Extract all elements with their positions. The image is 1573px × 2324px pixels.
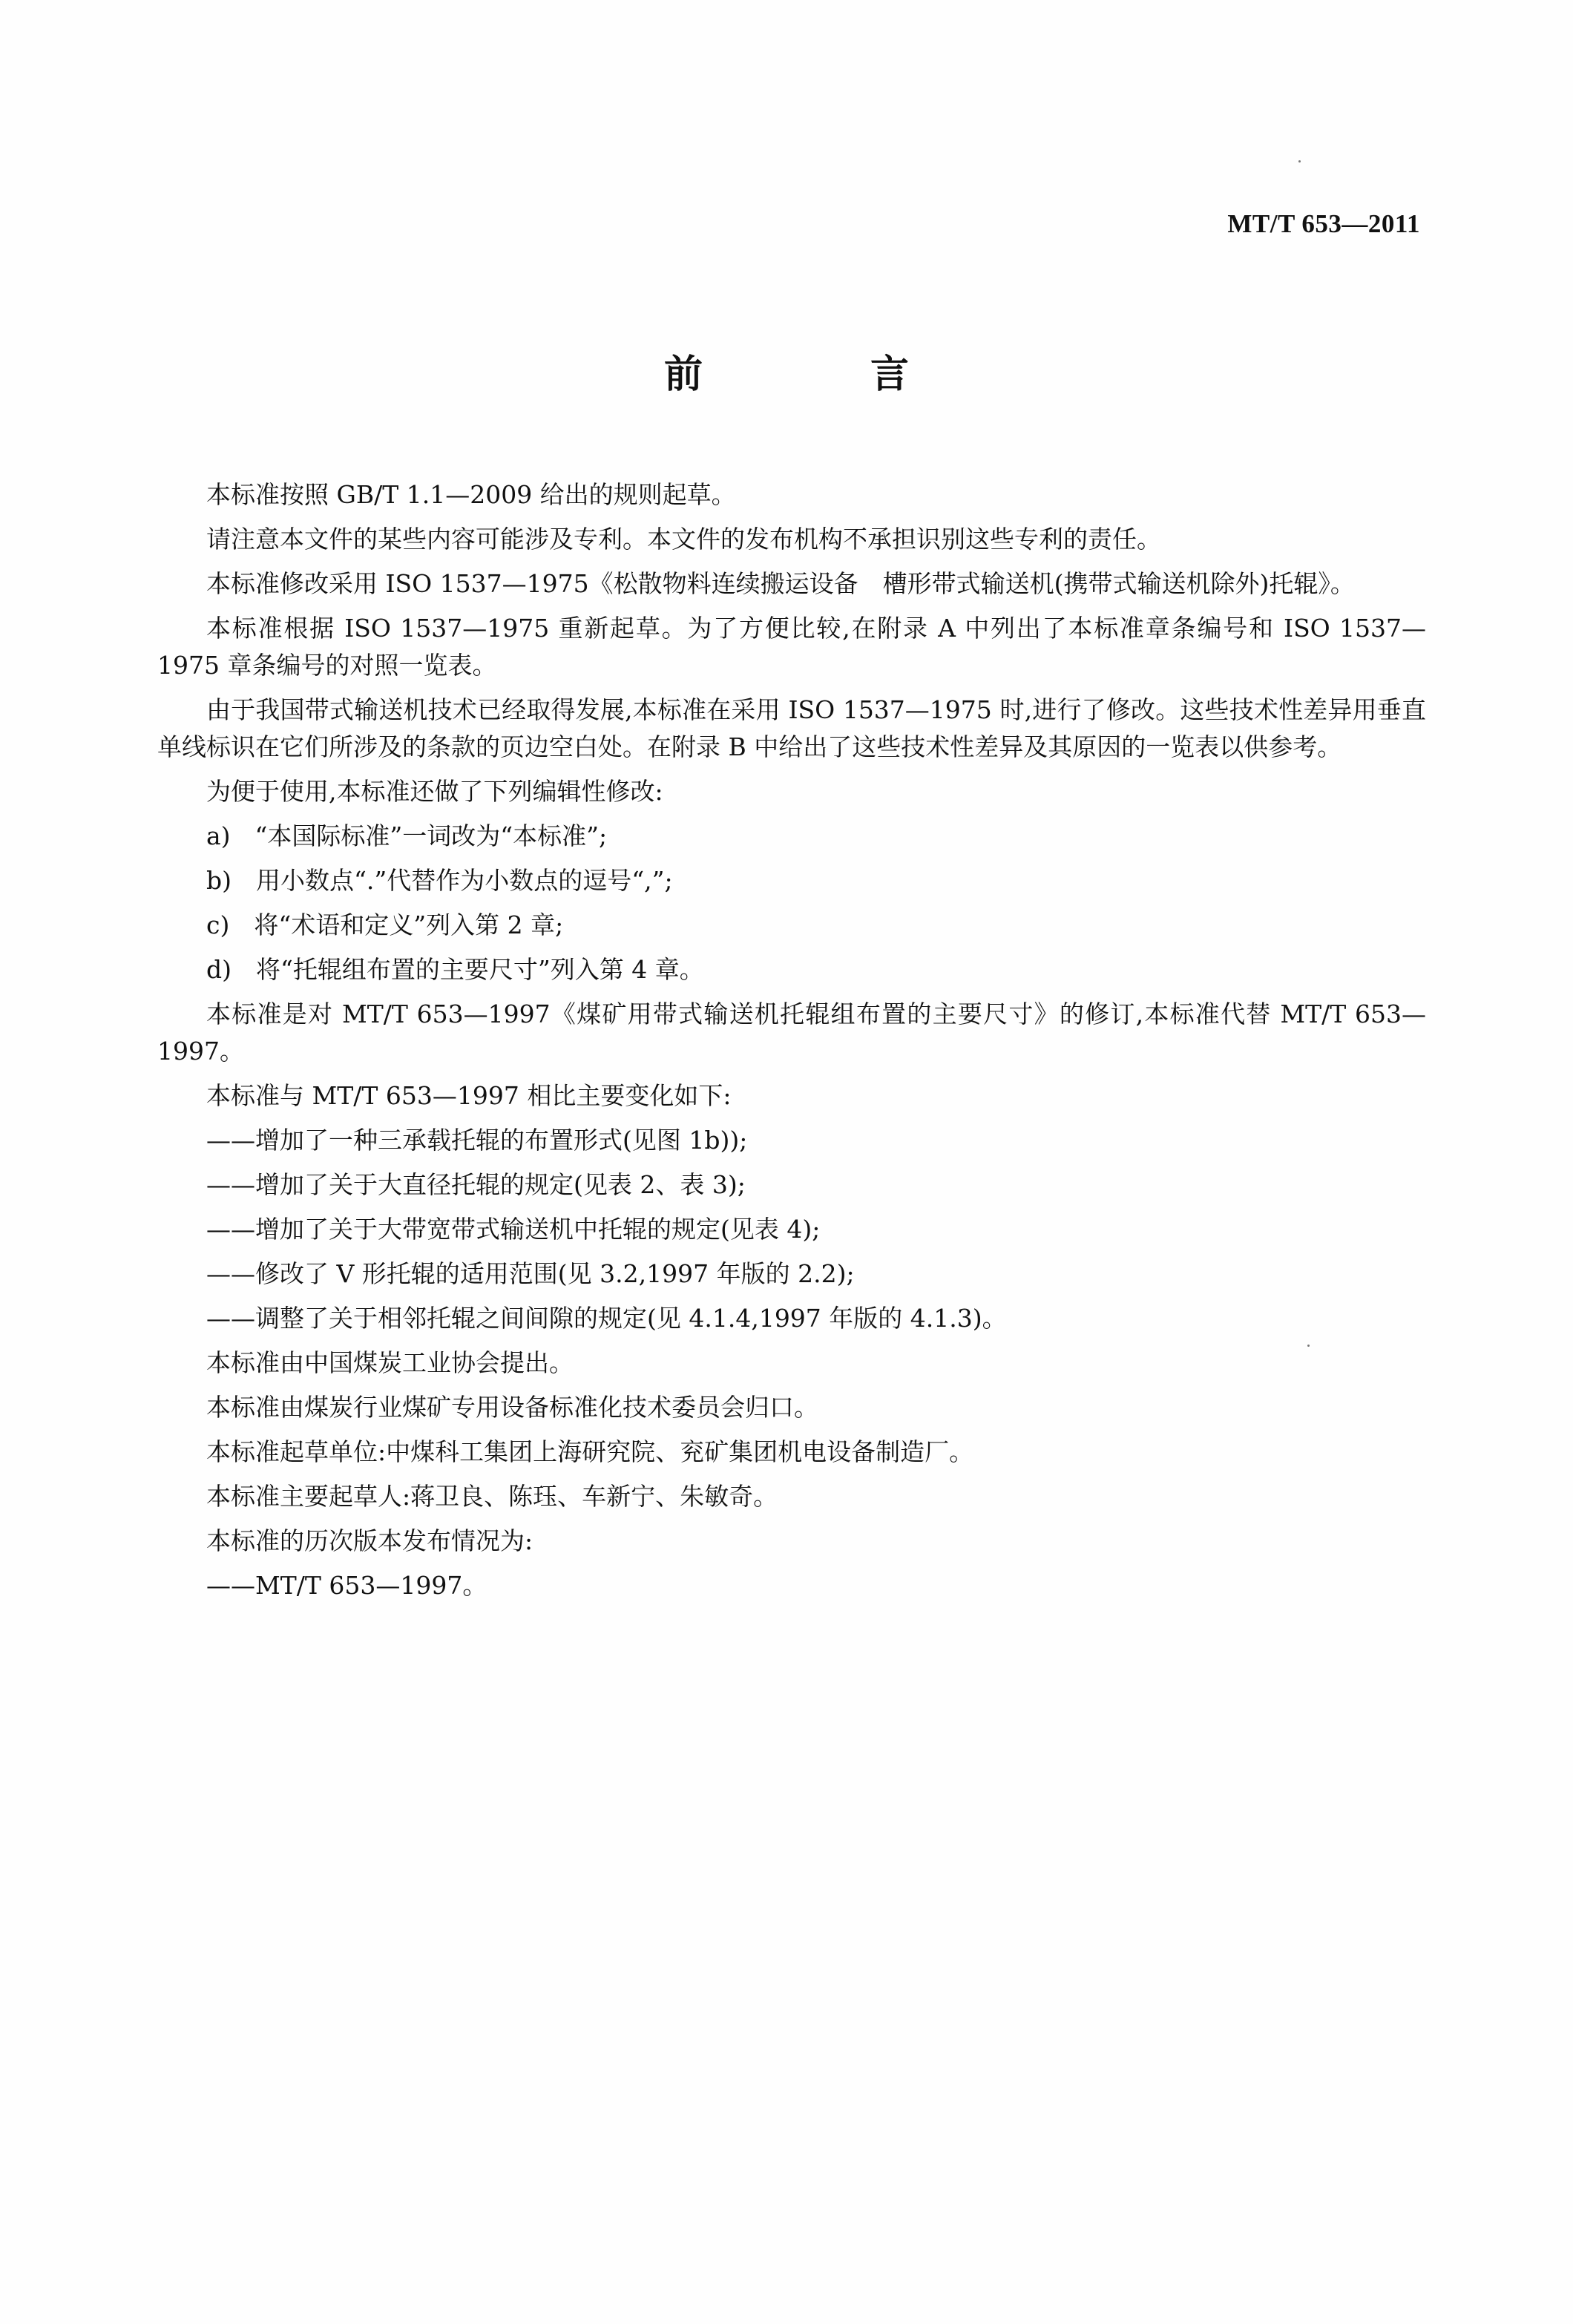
paragraph: 本标准由煤炭行业煤矿专用设备标准化技术委员会归口。 [206,1393,818,1422]
paragraph: 为便于使用,本标准还做了下列编辑性修改: [206,777,663,806]
list-item: a) “本国际标准”一词改为“本标准”; [206,821,608,850]
list-item: ——增加了关于大直径托辊的规定(见表 2、表 3); [206,1170,746,1199]
list-item: d) 将“托辊组布置的主要尺寸”列入第 4 章。 [206,955,704,984]
page-title: 前 言 [663,352,987,397]
list-item: ——增加了关于大带宽带式输送机中托辊的规定(见表 4); [206,1215,821,1244]
list-item: ——增加了一种三承载托辊的布置形式(见图 1b)); [206,1126,748,1155]
paragraph: 本标准起草单位:中煤科工集团上海研究院、兖矿集团机电设备制造厂。 [206,1437,974,1466]
paragraph: 本标准的历次版本发布情况为: [206,1526,533,1555]
document-code: MT/T 653—2011 [1227,209,1420,238]
list-item: b) 用小数点“.”代替作为小数点的逗号“,”; [206,866,673,895]
list-item: ——MT/T 653—1997。 [206,1571,487,1600]
paragraph: 本标准与 MT/T 653—1997 相比主要变化如下: [206,1081,732,1110]
list-item: c) 将“术语和定义”列入第 2 章; [206,910,564,939]
foreword-body [157,476,1426,1604]
list-item: ——修改了 V 形托辊的适用范围(见 3.2,1997 年版的 2.2); [206,1259,855,1288]
list-item: ——调整了关于相邻托辊之间间隙的规定(见 4.1.4,1997 年版的 4.1.3)。 [206,1304,1007,1333]
paragraph: 本标准主要起草人:蒋卫良、陈珏、车新宁、朱敏奇。 [206,1482,778,1511]
paragraph: 本标准按照 GB/T 1.1—2009 给出的规则起草。 [206,480,736,509]
paragraph: 本标准修改采用 ISO 1537—1975《松散物料连续搬运设备 槽形带式输送机(携带式输送机除外)托辊》。 [206,569,1355,598]
paragraph: 由于我国带式输送机技术已经取得发展,本标准在采用 ISO 1537—1975 时,进行了修改。这些技术性差异用垂直单线标识在它们所涉及的条款的页边空白处。在附录 B 中给出了这些技术性差异及其原因的一览表以供参考。 [157,695,1426,761]
scan-speck [1298,160,1301,163]
paragraph: 本标准是对 MT/T 653—1997《煤矿用带式输送机托辊组布置的主要尺寸》的修订,本标准代替 MT/T 653—1997。 [157,999,1426,1066]
paragraph: 请注意本文件的某些内容可能涉及专利。本文件的发布机构不承担识别这些专利的责任。 [206,525,1161,554]
paragraph: 本标准由中国煤炭工业协会提出。 [206,1348,574,1377]
scan-speck [1307,1345,1310,1347]
paragraph: 本标准根据 ISO 1537—1975 重新起草。为了方便比较,在附录 A 中列出了本标准章条编号和 ISO 1537—1975 章条编号的对照一览表。 [157,614,1426,680]
